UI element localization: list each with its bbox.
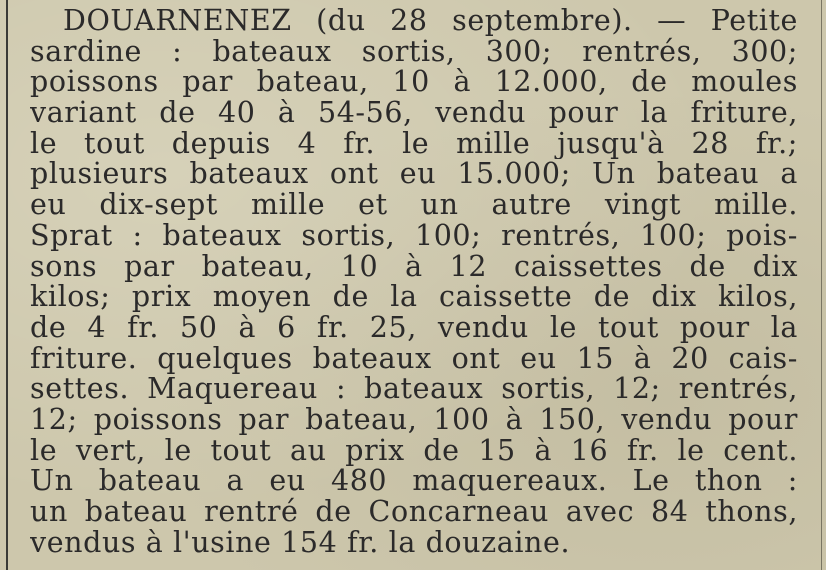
column-rule-right — [821, 0, 822, 570]
article-line: eu dix-sept mille et un autre vingt mille. — [30, 190, 798, 221]
article-line: DOUARNENEZ (du 28 septembre). — Petite — [63, 6, 798, 37]
article-line: un bateau rentré de Concarneau avec 84 thons, — [30, 497, 798, 528]
article-line: le tout depuis 4 fr. le mille jusqu'à 28 fr.; — [30, 128, 798, 160]
article-line: kilos; prix moyen de la caissette de dix kilos, — [30, 282, 798, 313]
article-line: variant de 40 à 54-56, vendu pour la friture, — [30, 98, 798, 129]
column-rule-left — [6, 0, 8, 570]
article-line: vendus à l'usine 154 fr. la douzaine. — [30, 527, 571, 559]
article-line: de 4 fr. 50 à 6 fr. 25, vendu le tout pour la — [30, 312, 798, 344]
article-line: Sprat : bateaux sortis, 100; rentrés, 100; pois- — [30, 220, 798, 252]
article-line: 12; poissons par bateau, 100 à 150, vendu pour — [30, 404, 798, 436]
article-line: le vert, le tout au prix de 15 à 16 fr. le cent. — [30, 435, 798, 467]
article-line: friture. quelques bateaux ont eu 15 à 20 cais- — [30, 343, 798, 375]
article-line: sons par bateau, 10 à 12 caissettes de dix — [30, 251, 798, 283]
article-line: settes. Maquereau : bateaux sortis, 12; rentrés, — [30, 374, 798, 405]
article-line: plusieurs bateaux ont eu 15.000; Un bateau a — [30, 159, 798, 191]
article-line: Un bateau a eu 480 maquereaux. Le thon : — [30, 466, 798, 497]
news-article — [30, 6, 798, 558]
article-line: sardine : bateaux sortis, 300; rentrés, 300; — [30, 36, 798, 68]
article-line: poissons par bateau, 10 à 12.000, de moules — [30, 67, 798, 99]
